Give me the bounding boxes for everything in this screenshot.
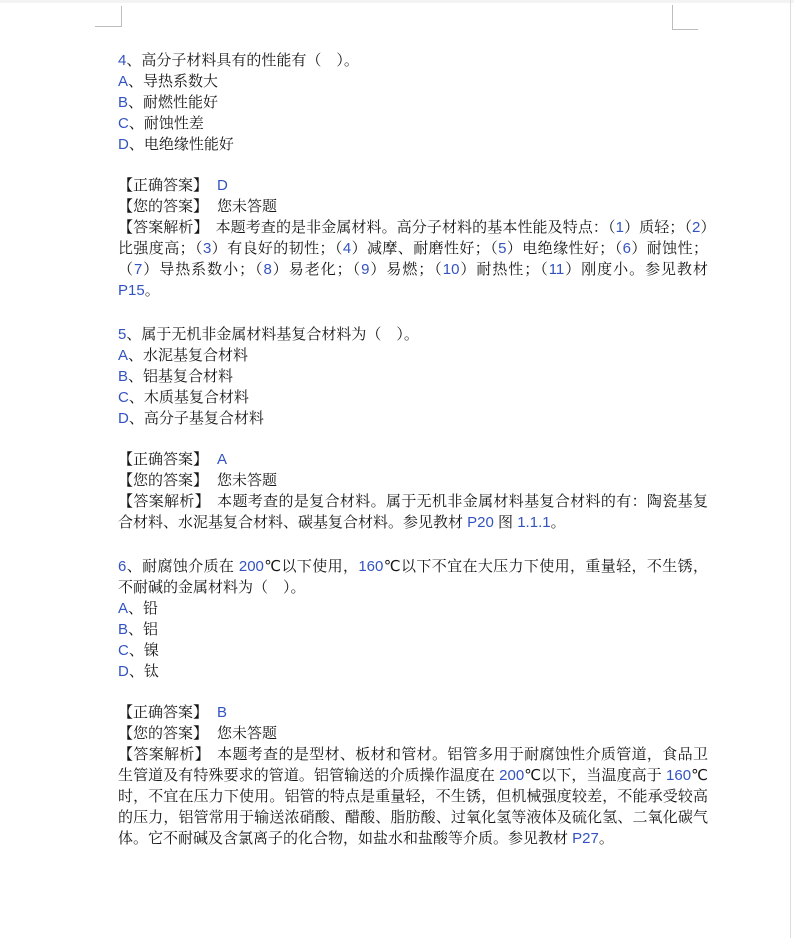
option-line-c: C、木质基复合材料 <box>118 389 249 406</box>
analysis-text: 本题考查的是复合材料。属于无机非金属材料基复合材料的有：陶瓷基复合材料、水泥基复合材料、碳基复合材料。参见教材 P20 图 1.1.1。 <box>118 493 708 531</box>
option-line-a: A、导热系数大 <box>118 73 219 90</box>
question-stem: 6、耐腐蚀介质在 200℃以下使用，160℃以下不宜在大压力下使用，重量轻，不生锈，不耐碱的金属材料为（ ）。 <box>118 558 709 596</box>
question-block-6 <box>118 556 708 682</box>
your-answer-value: 您未答题 <box>217 725 278 742</box>
window-top-band <box>0 0 794 3</box>
your-answer-line <box>118 470 708 491</box>
question-stem: 4、高分子材料具有的性能有（ ）。 <box>118 52 359 69</box>
page-right-edge-line <box>790 0 791 938</box>
option-line-c: C、耐蚀性差 <box>118 115 204 132</box>
question-stem: 5、属于无机非金属材料基复合材料为（ ）。 <box>118 326 419 343</box>
your-answer-label: 【您的答案】 <box>118 198 209 215</box>
option-line-d: D、电绝缘性能好 <box>118 136 234 153</box>
option-line-a: A、水泥基复合材料 <box>118 347 249 364</box>
analysis-label: 【答案解析】 <box>118 493 211 510</box>
answer-block-4 <box>118 175 708 301</box>
your-answer-value: 您未答题 <box>217 472 278 489</box>
option-line-b: B、铝基复合材料 <box>118 368 234 385</box>
analysis-line <box>118 491 708 533</box>
page-margin-mark-top-left <box>95 6 122 27</box>
your-answer-label: 【您的答案】 <box>118 472 209 489</box>
analysis-label: 【答案解析】 <box>118 746 211 763</box>
analysis-line <box>118 217 708 301</box>
correct-answer-value: B <box>217 704 228 721</box>
document-content <box>118 50 708 849</box>
analysis-line <box>118 744 708 849</box>
correct-answer-label: 【正确答案】 <box>118 451 209 468</box>
correct-answer-line <box>118 449 708 470</box>
analysis-text: 本题考查的是非金属材料。高分子材料的基本性能及特点：（1）质轻；（2）比强度高；（3）有良好的韧性；（4）减摩、耐磨性好；（5）电绝缘性好；（6）耐蚀性；（7）导热系数小；（8）易老化；（9）易燃；（10）耐热性；（11）刚度小。参见教材 P15。 <box>118 219 708 299</box>
option-line-b: B、铝 <box>118 621 159 638</box>
correct-answer-line <box>118 175 708 196</box>
question-block-4 <box>118 50 708 155</box>
correct-answer-label: 【正确答案】 <box>118 177 209 194</box>
option-line-d: D、高分子基复合材料 <box>118 410 264 427</box>
correct-answer-label: 【正确答案】 <box>118 704 209 721</box>
your-answer-line <box>118 723 708 744</box>
answer-block-5 <box>118 449 708 533</box>
question-block-5 <box>118 324 708 429</box>
correct-answer-value: D <box>217 177 228 194</box>
correct-answer-line <box>118 702 708 723</box>
option-line-b: B、耐燃性能好 <box>118 94 219 111</box>
correct-answer-value: A <box>217 451 228 468</box>
your-answer-label: 【您的答案】 <box>118 725 209 742</box>
your-answer-value: 您未答题 <box>217 198 278 215</box>
your-answer-line <box>118 196 708 217</box>
analysis-label: 【答案解析】 <box>118 219 209 236</box>
analysis-text: 本题考查的是型材、板材和管材。铝管多用于耐腐蚀性介质管道，食品卫生管道及有特殊要求的管道。铝管输送的介质操作温度在 200℃以下，当温度高于 160℃时，不宜在压力下使用。铝管的特点是重量轻，不生锈，但机械强度较差，不能承受较高的压力，铝管常用于输送浓硝酸、醋酸、脂肪酸、过氧化氢等液体及硫化氢、二氧化碳气体。它不耐碱及含氯离子的化合物，如盐水和盐酸等介质。参见教材 P27。 <box>118 746 709 847</box>
page-margin-mark-top-right <box>672 5 698 30</box>
option-line-a: A、铅 <box>118 600 159 617</box>
option-line-c: C、镍 <box>118 642 159 659</box>
option-line-d: D、钛 <box>118 663 159 680</box>
answer-block-6 <box>118 702 708 849</box>
